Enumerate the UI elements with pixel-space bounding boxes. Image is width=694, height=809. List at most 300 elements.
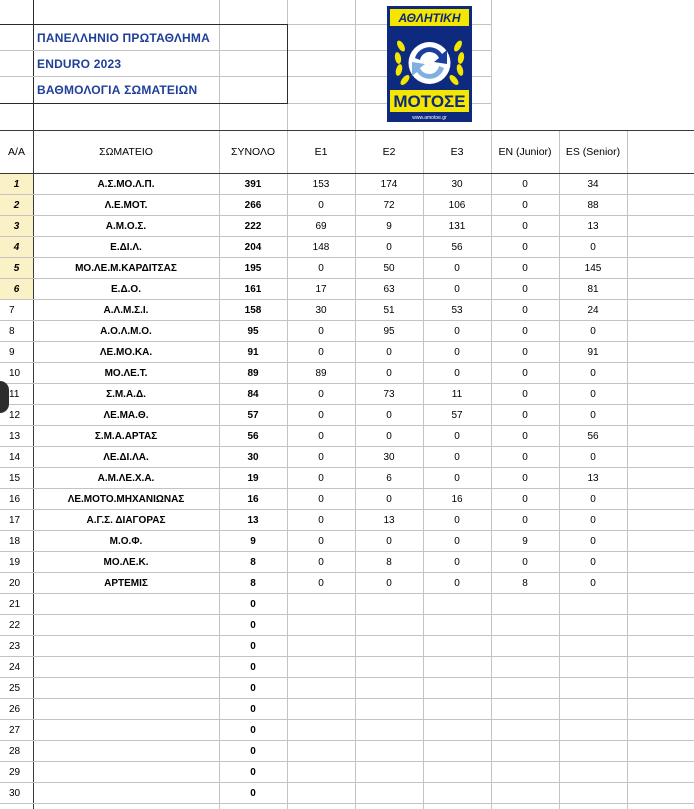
cell-empty[interactable] — [627, 678, 694, 699]
cell-club[interactable] — [33, 636, 219, 657]
cell-club[interactable]: ΜΟ.ΛΕ.Τ. — [104, 368, 148, 379]
table-row — [0, 342, 694, 363]
cell-club[interactable]: Α.Μ.Ο.Σ. — [105, 221, 147, 232]
cell-e2[interactable] — [355, 783, 423, 804]
cell-e3[interactable] — [423, 741, 491, 762]
table-row — [0, 531, 694, 552]
col-header-e3[interactable]: E3 — [450, 146, 464, 158]
cell-e3[interactable]: 0 — [454, 515, 460, 526]
cell-e3[interactable]: 11 — [451, 389, 463, 400]
cell-e1[interactable]: 0 — [318, 515, 324, 526]
cell-es-senior[interactable]: 0 — [590, 536, 596, 547]
cell-empty[interactable] — [627, 363, 694, 384]
cell-aa[interactable]: 29 — [9, 767, 21, 778]
cell-es-senior[interactable]: 0 — [590, 368, 596, 379]
cell-total[interactable]: 0 — [250, 599, 256, 610]
cell-e3[interactable] — [423, 783, 491, 804]
cell-aa[interactable]: 11 — [9, 389, 20, 400]
cell-total[interactable]: 204 — [244, 242, 262, 253]
cell-e1[interactable] — [287, 720, 355, 741]
cell-e2[interactable]: 174 — [380, 179, 398, 190]
col-header-e1[interactable]: E1 — [314, 146, 328, 158]
cell-club[interactable]: Σ.Μ.Α.Δ. — [106, 389, 146, 400]
cell-en-junior[interactable]: 0 — [522, 368, 528, 379]
cell-e1[interactable] — [287, 615, 355, 636]
cell-e3[interactable]: 131 — [448, 221, 466, 232]
col-header-e2[interactable]: E2 — [382, 146, 396, 158]
cell-en-junior[interactable]: 0 — [522, 242, 528, 253]
cell-aa[interactable]: 8 — [9, 326, 15, 337]
cell-e2[interactable]: 0 — [386, 347, 392, 358]
cell-aa[interactable]: 10 — [9, 368, 21, 379]
cell-e3[interactable] — [423, 657, 491, 678]
cell-club[interactable]: ΛΕ.ΜΑ.Θ. — [103, 410, 149, 421]
cell-total[interactable]: 13 — [247, 515, 259, 526]
cell-club[interactable] — [33, 615, 219, 636]
cell-e2[interactable]: 72 — [383, 200, 395, 211]
cell-e2[interactable]: 0 — [386, 536, 392, 547]
cell-e1[interactable]: 30 — [315, 305, 327, 316]
cell-en-junior[interactable]: 0 — [522, 347, 528, 358]
cell-aa[interactable]: 6 — [0, 279, 33, 300]
cell-e3[interactable]: 0 — [454, 368, 460, 379]
cell-total[interactable]: 266 — [244, 200, 262, 211]
cell-club[interactable]: Α.Λ.Μ.Σ.Ι. — [103, 305, 149, 316]
cell-e1[interactable]: 0 — [318, 578, 324, 589]
cell-e3[interactable]: 0 — [454, 326, 460, 337]
cell-e1[interactable]: 153 — [312, 179, 330, 190]
cell-empty[interactable] — [627, 615, 694, 636]
cell-e2[interactable] — [355, 741, 423, 762]
cell-en-junior[interactable]: 0 — [522, 179, 528, 190]
cell-aa[interactable]: 2 — [0, 195, 33, 216]
cell-empty[interactable] — [627, 195, 694, 216]
cell-es-senior[interactable]: 81 — [587, 284, 599, 295]
cell-e1[interactable]: 0 — [318, 389, 324, 400]
cell-club[interactable] — [33, 720, 219, 741]
cell-e1[interactable] — [287, 741, 355, 762]
cell-club[interactable]: Α.Ο.Λ.Μ.Ο. — [100, 326, 152, 337]
cell-es-senior[interactable] — [559, 720, 627, 741]
cell-club[interactable] — [33, 594, 219, 615]
cell-e1[interactable]: 0 — [318, 200, 324, 211]
cell-e1[interactable] — [287, 762, 355, 783]
cell-e2[interactable] — [355, 720, 423, 741]
cell-en-junior[interactable]: 0 — [522, 263, 528, 274]
cell-total[interactable]: 89 — [247, 368, 259, 379]
cell-aa[interactable]: 23 — [9, 641, 21, 652]
cell-en-junior[interactable] — [491, 741, 559, 762]
cell-es-senior[interactable]: 0 — [590, 452, 596, 463]
cell-es-senior[interactable]: 0 — [590, 389, 596, 400]
cell-e1[interactable]: 0 — [318, 494, 324, 505]
cell-en-junior[interactable] — [491, 678, 559, 699]
cell-e2[interactable] — [355, 615, 423, 636]
cell-empty[interactable] — [627, 636, 694, 657]
cell-aa[interactable]: 15 — [9, 473, 21, 484]
table-row — [0, 468, 694, 489]
cell-club[interactable]: Ε.Δ.Ο. — [111, 284, 141, 295]
cell-e1[interactable]: 89 — [315, 368, 327, 379]
cell-e3[interactable] — [423, 720, 491, 741]
cell-e1[interactable]: 0 — [318, 431, 324, 442]
cell-aa[interactable]: 16 — [9, 494, 21, 505]
cell-aa[interactable]: 5 — [0, 258, 33, 279]
cell-en-junior[interactable]: 0 — [522, 515, 528, 526]
cell-club[interactable]: Α.Σ.ΜΟ.Λ.Π. — [97, 179, 155, 190]
cell-es-senior[interactable]: 0 — [590, 494, 596, 505]
cell-e2[interactable] — [355, 699, 423, 720]
cell-es-senior[interactable]: 88 — [587, 200, 599, 211]
cell-empty[interactable] — [627, 468, 694, 489]
cell-e3[interactable] — [423, 636, 491, 657]
cell-total[interactable]: 9 — [250, 536, 256, 547]
cell-es-senior[interactable]: 0 — [590, 326, 596, 337]
cell-aa[interactable]: 12 — [9, 410, 21, 421]
cell-es-senior[interactable] — [559, 636, 627, 657]
cell-club[interactable] — [33, 657, 219, 678]
cell-aa[interactable]: 25 — [9, 683, 21, 694]
cell-e1[interactable]: 0 — [318, 557, 324, 568]
cell-aa[interactable]: 17 — [9, 515, 21, 526]
cell-e3[interactable]: 0 — [454, 431, 460, 442]
cell-es-senior[interactable] — [559, 657, 627, 678]
cell-e3[interactable]: 0 — [454, 536, 460, 547]
cell-es-senior[interactable] — [559, 615, 627, 636]
cell-en-junior[interactable]: 0 — [522, 410, 528, 421]
cell-e1[interactable]: 17 — [315, 284, 327, 295]
cell-club[interactable]: Μ.Ο.Φ. — [109, 536, 143, 547]
table-row — [0, 594, 694, 615]
cell-empty[interactable] — [627, 342, 694, 363]
cell-club[interactable] — [33, 762, 219, 783]
cell-empty[interactable] — [627, 300, 694, 321]
cell-es-senior[interactable]: 0 — [590, 242, 596, 253]
col-header-empty[interactable] — [627, 130, 694, 174]
cell-e1[interactable]: 0 — [318, 536, 324, 547]
cell-total[interactable]: 0 — [250, 704, 256, 715]
cell-e2[interactable]: 6 — [386, 473, 392, 484]
cell-es-senior[interactable]: 34 — [587, 179, 599, 190]
cell-e2[interactable]: 0 — [386, 410, 392, 421]
cell-total[interactable]: 8 — [250, 557, 256, 568]
cell-en-junior[interactable] — [491, 783, 559, 804]
cell-en-junior[interactable] — [491, 657, 559, 678]
cell-club[interactable]: Ε.ΔΙ.Λ. — [110, 242, 142, 253]
cell-en-junior[interactable]: 0 — [522, 200, 528, 211]
cell-es-senior[interactable]: 0 — [590, 515, 596, 526]
cell-e3[interactable]: 0 — [454, 263, 460, 274]
cell-total[interactable]: 391 — [244, 179, 262, 190]
cell-es-senior[interactable]: 56 — [587, 431, 599, 442]
cell-es-senior[interactable] — [559, 741, 627, 762]
cell-es-senior[interactable]: 0 — [590, 578, 596, 589]
cell-es-senior[interactable]: 24 — [587, 305, 599, 316]
cell-club[interactable]: ΛΕ.ΜΟ.ΚΑ. — [99, 347, 153, 358]
cell-total[interactable]: 195 — [244, 263, 262, 274]
cell-en-junior[interactable] — [491, 615, 559, 636]
cell-en-junior[interactable] — [491, 594, 559, 615]
cell-club[interactable] — [33, 741, 219, 762]
side-scroll-handle[interactable] — [0, 381, 9, 413]
cell-e1[interactable]: 0 — [318, 326, 324, 337]
cell-es-senior[interactable] — [559, 594, 627, 615]
cell-club[interactable]: ΛΕ.ΜΟΤΟ.ΜΗΧΑΝΙΩΝΑΣ — [67, 494, 185, 505]
cell-en-junior[interactable]: 8 — [522, 578, 528, 589]
cell-empty[interactable] — [627, 216, 694, 237]
cell-total[interactable]: 16 — [247, 494, 259, 505]
cell-e3[interactable] — [423, 762, 491, 783]
cell-empty[interactable] — [627, 573, 694, 594]
cell-e3[interactable] — [423, 678, 491, 699]
cell-aa[interactable]: 20 — [9, 578, 21, 589]
cell-total[interactable]: 0 — [250, 620, 256, 631]
table-row — [0, 636, 694, 657]
grid-line — [627, 130, 628, 809]
cell-club[interactable] — [33, 699, 219, 720]
cell-total[interactable]: 222 — [244, 221, 262, 232]
cell-aa[interactable]: 4 — [0, 237, 33, 258]
cell-e3[interactable] — [423, 615, 491, 636]
cell-en-junior[interactable] — [491, 762, 559, 783]
cell-es-senior[interactable] — [559, 762, 627, 783]
cell-aa[interactable]: 1 — [0, 174, 33, 195]
cell-e1[interactable]: 0 — [318, 347, 324, 358]
cell-e3[interactable] — [423, 699, 491, 720]
cell-club[interactable] — [33, 678, 219, 699]
cell-aa[interactable]: 21 — [9, 599, 21, 610]
cell-aa[interactable]: 22 — [9, 620, 21, 631]
grid-line — [355, 0, 356, 130]
col-header-total[interactable]: ΣΥΝΟΛΟ — [230, 146, 275, 158]
cell-es-senior[interactable] — [559, 699, 627, 720]
cell-es-senior[interactable]: 0 — [590, 410, 596, 421]
grid-line — [0, 76, 287, 77]
grid-line — [0, 320, 694, 321]
cell-e2[interactable]: 51 — [383, 305, 395, 316]
cell-en-junior[interactable]: 0 — [522, 326, 528, 337]
cell-total[interactable]: 0 — [250, 746, 256, 757]
cell-aa[interactable]: 27 — [9, 725, 21, 736]
cell-e3[interactable]: 0 — [454, 473, 460, 484]
athletiki-motoe-logo — [387, 6, 472, 122]
cell-total[interactable]: 0 — [250, 683, 256, 694]
cell-es-senior[interactable]: 13 — [587, 221, 599, 232]
cell-empty[interactable] — [627, 783, 694, 804]
table-row — [0, 384, 694, 405]
cell-total[interactable]: 0 — [250, 662, 256, 673]
cell-e2[interactable]: 0 — [386, 494, 392, 505]
cell-empty[interactable] — [627, 594, 694, 615]
cell-empty[interactable] — [627, 279, 694, 300]
cell-e2[interactable]: 0 — [386, 242, 392, 253]
cell-empty[interactable] — [627, 447, 694, 468]
cell-club[interactable]: ΑΡΤΕΜΙΣ — [104, 578, 148, 589]
cell-es-senior[interactable] — [559, 783, 627, 804]
cell-e3[interactable]: 53 — [451, 305, 463, 316]
col-header-aa[interactable]: Α/Α — [8, 146, 25, 158]
cell-e2[interactable] — [355, 678, 423, 699]
cell-e1[interactable]: 0 — [318, 452, 324, 463]
cell-club[interactable]: ΜΟ.ΛΕ.Μ.ΚΑΡΔΙΤΣΑΣ — [75, 263, 177, 274]
grid-line — [423, 130, 424, 809]
cell-en-junior[interactable]: 0 — [522, 473, 528, 484]
cell-total[interactable]: 95 — [247, 326, 259, 337]
cell-e3[interactable]: 30 — [451, 179, 463, 190]
cell-total[interactable]: 0 — [250, 641, 256, 652]
cell-e2[interactable]: 0 — [386, 431, 392, 442]
cell-club[interactable]: Σ.Μ.Α.ΑΡΤΑΣ — [94, 431, 158, 442]
cell-e3[interactable]: 57 — [451, 410, 463, 421]
cell-empty[interactable] — [627, 531, 694, 552]
cell-empty[interactable] — [627, 237, 694, 258]
table-row — [0, 720, 694, 741]
cell-e3[interactable]: 106 — [448, 200, 466, 211]
cell-e1[interactable]: 0 — [318, 473, 324, 484]
table-row — [0, 510, 694, 531]
cell-aa[interactable]: 26 — [9, 704, 21, 715]
cell-e3[interactable]: 56 — [451, 242, 463, 253]
cell-es-senior[interactable] — [559, 678, 627, 699]
col-header-club[interactable]: ΣΩΜΑΤΕΙΟ — [99, 146, 153, 158]
cell-e2[interactable]: 95 — [383, 326, 395, 337]
cell-empty[interactable] — [627, 510, 694, 531]
cell-total[interactable]: 0 — [250, 767, 256, 778]
cell-aa[interactable]: 19 — [9, 557, 21, 568]
cell-empty[interactable] — [627, 384, 694, 405]
cell-total[interactable]: 19 — [247, 473, 259, 484]
table-row — [0, 657, 694, 678]
cell-total[interactable]: 0 — [250, 788, 256, 799]
cell-total[interactable]: 161 — [244, 284, 262, 295]
grid-line — [0, 130, 694, 131]
cell-es-senior[interactable]: 0 — [590, 557, 596, 568]
cell-total[interactable]: 56 — [247, 431, 259, 442]
cell-e2[interactable] — [355, 657, 423, 678]
cell-aa[interactable]: 24 — [9, 662, 21, 673]
cell-en-junior[interactable]: 0 — [522, 221, 528, 232]
cell-e1[interactable] — [287, 699, 355, 720]
cell-e2[interactable]: 63 — [383, 284, 395, 295]
cell-empty[interactable] — [627, 321, 694, 342]
cell-e1[interactable] — [287, 657, 355, 678]
cell-empty[interactable] — [627, 258, 694, 279]
cell-e2[interactable]: 13 — [383, 515, 395, 526]
cell-aa[interactable]: 3 — [0, 216, 33, 237]
cell-en-junior[interactable]: 0 — [522, 431, 528, 442]
cell-e3[interactable] — [423, 594, 491, 615]
cell-en-junior[interactable]: 0 — [522, 557, 528, 568]
cell-en-junior[interactable]: 0 — [522, 494, 528, 505]
cell-total[interactable]: 84 — [247, 389, 259, 400]
cell-e3[interactable]: 0 — [454, 578, 460, 589]
cell-empty[interactable] — [627, 489, 694, 510]
cell-en-junior[interactable]: 0 — [522, 389, 528, 400]
cell-aa[interactable]: 13 — [9, 431, 21, 442]
cell-empty[interactable] — [627, 552, 694, 573]
cell-e3[interactable]: 16 — [451, 494, 463, 505]
cell-e2[interactable]: 73 — [383, 389, 395, 400]
table-row — [0, 552, 694, 573]
cell-empty[interactable] — [627, 720, 694, 741]
cell-e3[interactable]: 0 — [454, 557, 460, 568]
table-row — [0, 783, 694, 804]
col-header-es-senior[interactable]: ES (Senior) — [565, 146, 621, 158]
cell-es-senior[interactable]: 91 — [587, 347, 599, 358]
cell-empty[interactable] — [627, 762, 694, 783]
cell-aa[interactable]: 14 — [9, 452, 21, 463]
cell-club[interactable]: Α.Γ.Σ. ΔΙΑΓΟΡΑΣ — [86, 515, 166, 526]
cell-club[interactable]: ΜΟ.ΛΕ.Κ. — [103, 557, 149, 568]
cell-total[interactable]: 8 — [250, 578, 256, 589]
cell-club[interactable]: Α.Μ.ΛΕ.Χ.Α. — [97, 473, 155, 484]
cell-e2[interactable] — [355, 636, 423, 657]
cell-e2[interactable]: 9 — [386, 221, 392, 232]
cell-en-junior[interactable] — [491, 636, 559, 657]
col-header-en-junior[interactable]: EN (Junior) — [498, 146, 552, 158]
cell-e2[interactable] — [355, 762, 423, 783]
cell-en-junior[interactable] — [491, 720, 559, 741]
cell-e2[interactable]: 50 — [383, 263, 395, 274]
cell-en-junior[interactable]: 0 — [522, 452, 528, 463]
cell-aa[interactable]: 7 — [9, 305, 15, 316]
cell-e1[interactable]: 148 — [312, 242, 330, 253]
cell-en-junior[interactable]: 0 — [522, 305, 528, 316]
cell-total[interactable]: 91 — [247, 347, 259, 358]
cell-aa[interactable]: 30 — [9, 788, 21, 799]
cell-empty[interactable] — [627, 657, 694, 678]
cell-e1[interactable]: 0 — [318, 410, 324, 421]
grid-line — [491, 0, 492, 130]
cell-total[interactable]: 158 — [244, 305, 262, 316]
cell-aa[interactable]: 9 — [9, 347, 15, 358]
cell-empty[interactable] — [627, 174, 694, 195]
cell-aa[interactable]: 28 — [9, 746, 21, 757]
cell-empty[interactable] — [627, 405, 694, 426]
cell-e1[interactable] — [287, 678, 355, 699]
cell-aa[interactable]: 18 — [9, 536, 21, 547]
cell-total[interactable]: 57 — [247, 410, 259, 421]
cell-en-junior[interactable]: 9 — [522, 536, 528, 547]
cell-empty[interactable] — [627, 741, 694, 762]
cell-es-senior[interactable]: 13 — [587, 473, 599, 484]
cell-empty[interactable] — [627, 699, 694, 720]
cell-total[interactable]: 0 — [250, 725, 256, 736]
cell-e2[interactable]: 8 — [386, 557, 392, 568]
cell-e3[interactable]: 0 — [454, 284, 460, 295]
cell-empty[interactable] — [627, 426, 694, 447]
cell-e1[interactable]: 0 — [318, 263, 324, 274]
cell-club[interactable]: ΛΕ.ΔΙ.ΛΑ. — [103, 452, 149, 463]
cell-e2[interactable]: 30 — [383, 452, 395, 463]
cell-e2[interactable]: 0 — [386, 578, 392, 589]
cell-club[interactable]: Λ.Ε.ΜΟΤ. — [104, 200, 148, 211]
cell-e1[interactable] — [287, 636, 355, 657]
cell-e1[interactable]: 69 — [315, 221, 327, 232]
cell-en-junior[interactable]: 0 — [522, 284, 528, 295]
table-row — [0, 237, 694, 258]
cell-club[interactable] — [33, 783, 219, 804]
cell-en-junior[interactable] — [491, 699, 559, 720]
cell-e1[interactable] — [287, 783, 355, 804]
cell-es-senior[interactable]: 145 — [584, 263, 602, 274]
cell-e1[interactable] — [287, 594, 355, 615]
cell-e2[interactable] — [355, 594, 423, 615]
cell-total[interactable]: 30 — [247, 452, 259, 463]
cell-e3[interactable]: 0 — [454, 347, 460, 358]
cell-e3[interactable]: 0 — [454, 452, 460, 463]
cell-e2[interactable]: 0 — [386, 368, 392, 379]
